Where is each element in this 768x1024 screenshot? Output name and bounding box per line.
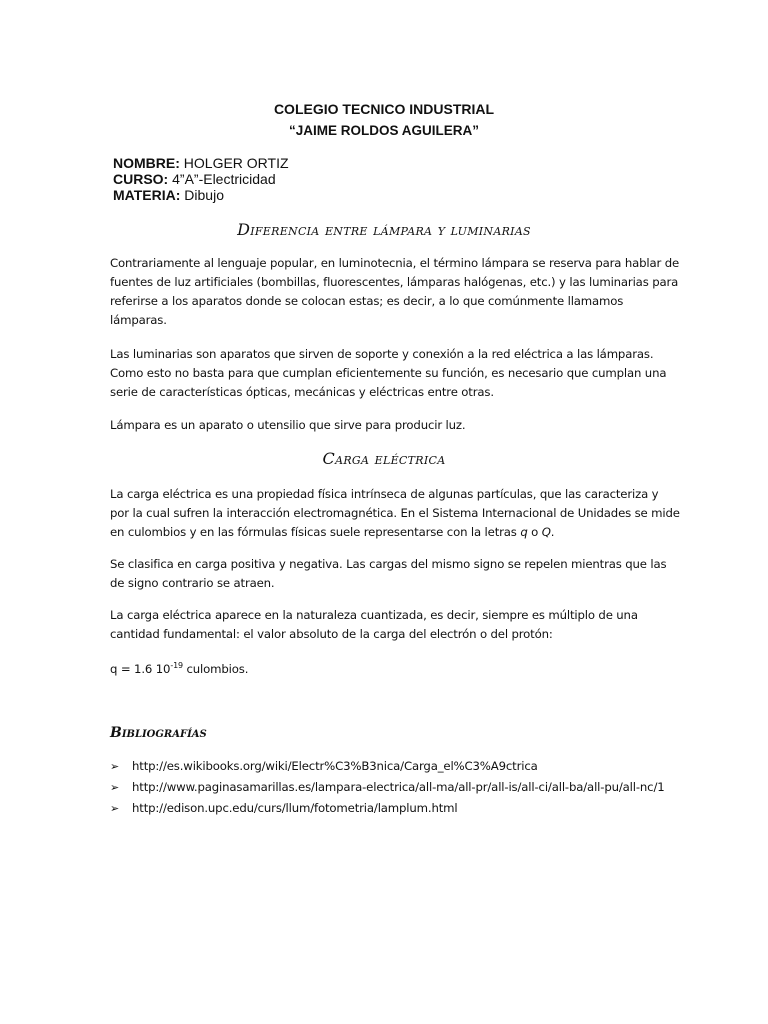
school-subtitle: “JAIME ROLDOS AGUILERA” — [288, 123, 479, 138]
section-heading-lampara: Diferencia entre lámpara y luminarias — [237, 220, 531, 239]
school-title: COLEGIO TECNICO INDUSTRIAL — [273, 101, 495, 117]
carga-or: o — [527, 525, 542, 539]
charge-formula — [110, 660, 680, 679]
arrow-bullet-icon: ➢ — [110, 802, 120, 815]
carga-text: La carga eléctrica es una propiedad física intrínseca de algunas partículas, que las caracteriza y por la cual sufren la interacción electromagnética. En el Sistema Internacional de Unidades se mide en culombios y en las fórmulas físicas suele representarse con la letras — [110, 487, 680, 539]
paragraph-carga-definition — [110, 485, 680, 542]
bibliography-heading: Bibliografías — [110, 725, 207, 741]
name-label: NOMBRE: — [113, 155, 180, 171]
course-line — [113, 171, 289, 187]
course-label: CURSO: — [113, 171, 169, 187]
section-heading-carga: Carga eléctrica — [322, 449, 446, 468]
bibliography-item — [110, 757, 680, 776]
arrow-bullet-icon: ➢ — [110, 781, 120, 794]
subject-line — [113, 187, 289, 203]
paragraph-carga-cuantizada: La carga eléctrica aparece en la naturaleza cuantizada, es decir, siempre es múltiplo de una cantidad fundamental: el valor absoluto de la carga del electrón o del protón: — [110, 608, 638, 641]
subject-label: MATERIA: — [113, 187, 181, 203]
bibliography-link[interactable]: http://www.paginasamarillas.es/lampara-electrica/all-ma/all-pr/all-is/all-ci/all-ba/all-pu/all-nc/1 — [132, 780, 665, 794]
formula-base: q = 1.6 10 — [110, 662, 171, 676]
formula-exponent: -19 — [170, 661, 183, 671]
carga-end: . — [550, 525, 555, 539]
bibliography-item — [110, 778, 680, 797]
symbol-q: q — [520, 525, 528, 539]
student-info — [113, 155, 289, 203]
name-line — [113, 155, 289, 171]
bibliography-link[interactable]: http://es.wikibooks.org/wiki/Electr%C3%B3nica/Carga_el%C3%A9ctrica — [132, 759, 538, 773]
bibliography-list — [110, 757, 680, 820]
course-value: 4”A”-Electricidad — [168, 171, 276, 187]
paragraph-lampara-short: Lámpara es un aparato o utensilio que sirve para producir luz. — [110, 418, 466, 432]
subject-value: Dibujo — [180, 187, 224, 203]
bibliography-item — [110, 799, 680, 818]
paragraph-lampara-definition: Contrariamente al lenguaje popular, en luminotecnia, el término lámpara se reserva para hablar de fuentes de luz artificiales (bombillas, fluorescentes, lámparas halógenas, etc.) y las luminarias para referirse a los aparatos donde se colocan estas; es decir, a lo que comúnmente llamamos lámparas. — [110, 256, 680, 327]
paragraph-luminarias: Las luminarias son aparatos que sirven de soporte y conexión a la red eléctrica a las lámparas. Como esto no basta para que cumplan eficientemente su función, es necesario que cumplan una serie de características ópticas, mecánicas y eléctricas entre otras. — [110, 347, 667, 399]
symbol-Q: Q — [541, 525, 551, 539]
arrow-bullet-icon: ➢ — [110, 760, 120, 773]
formula-unit: culombios. — [182, 662, 249, 676]
bibliography-link[interactable]: http://edison.upc.edu/curs/llum/fotometria/lamplum.html — [132, 801, 458, 815]
name-value: HOLGER ORTIZ — [179, 155, 289, 171]
paragraph-carga-clasificacion: Se clasifica en carga positiva y negativa. Las cargas del mismo signo se repelen mientras que las de signo contrario se atraen. — [110, 557, 667, 590]
